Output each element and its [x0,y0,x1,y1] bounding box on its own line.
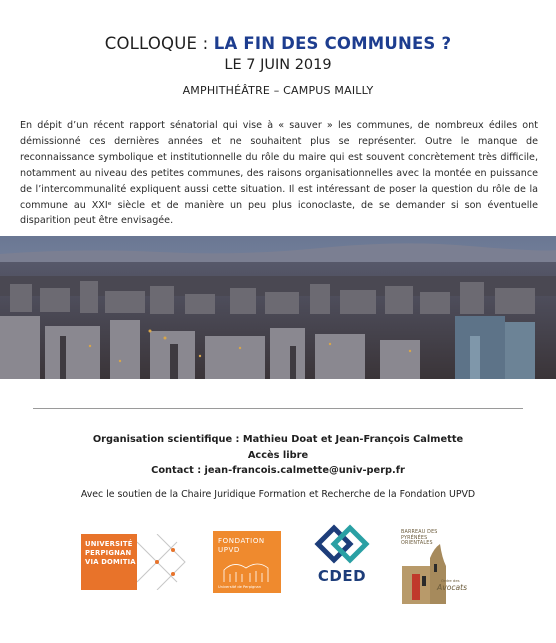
barreau-castle-icon [400,544,472,604]
fondation-logo-text: FONDATION UPVD [218,537,265,554]
cded-mark-icon [312,522,372,566]
fondation-logo-subtext: Université de Perpignan [218,585,262,589]
title-prefix: COLLOQUE : [104,34,214,53]
event-title [0,34,556,53]
divider [33,408,523,409]
partner-logos [0,522,556,612]
upvd-logo-text: UNIVERSITÉ PERPIGNAN VIA DOMITIA [85,540,136,567]
access-line: Accès libre [247,449,309,461]
city-skyline-image [0,236,556,379]
event-date: LE 7 JUIN 2019 [224,57,332,73]
city-photo [0,236,556,379]
support-line: Avec le soutien de la Chaire Juridique Formation et Recherche de la Fondation UPVD [80,489,476,500]
upvd-lattice-icon [137,534,187,590]
event-venue: AMPHITHÉÂTRE – CAMPUS MAILLY [182,84,374,97]
barreau-order-text: Ordre des [441,578,460,583]
credits [0,432,556,479]
contact-line: Contact : jean-francois.calmette@univ-perp.fr [151,465,405,477]
intro-paragraph: En dépit d’un récent rapport sénatorial qui vise à « sauver » les communes, de nombreux édiles ont démissionné ces dernières années et ne souhaitent plus se représenter. Outre le manque de reconnaissance symbolique et institutionnelle du rôle du maire qui est souvent concrètement très difficile, notamment au niveau des petites communes, des raisons organisationnelles avec la montée en puissance de l’intercommunalité expliquent aussi cette situation. Il est intéressant de poser la question du rôle de la commune au XXIᵉ siècle et de manière un peu plus iconoclaste, de se demander si son éventuelle disparition peut être envisagée. [20,120,538,227]
cded-logo-text: CDED [317,567,367,585]
barreau-logo-text: BARREAU DES PYRÉNÉES ORIENTALES [401,530,438,547]
header [0,34,556,97]
barreau-avocats-text: Avocats [437,583,468,592]
organisation-line: Organisation scientifique : Mathieu Doat et Jean-François Calmette [92,434,464,445]
title-highlight: LA FIN DES COMMUNES ? [213,34,452,53]
fondation-building-icon [222,560,272,584]
